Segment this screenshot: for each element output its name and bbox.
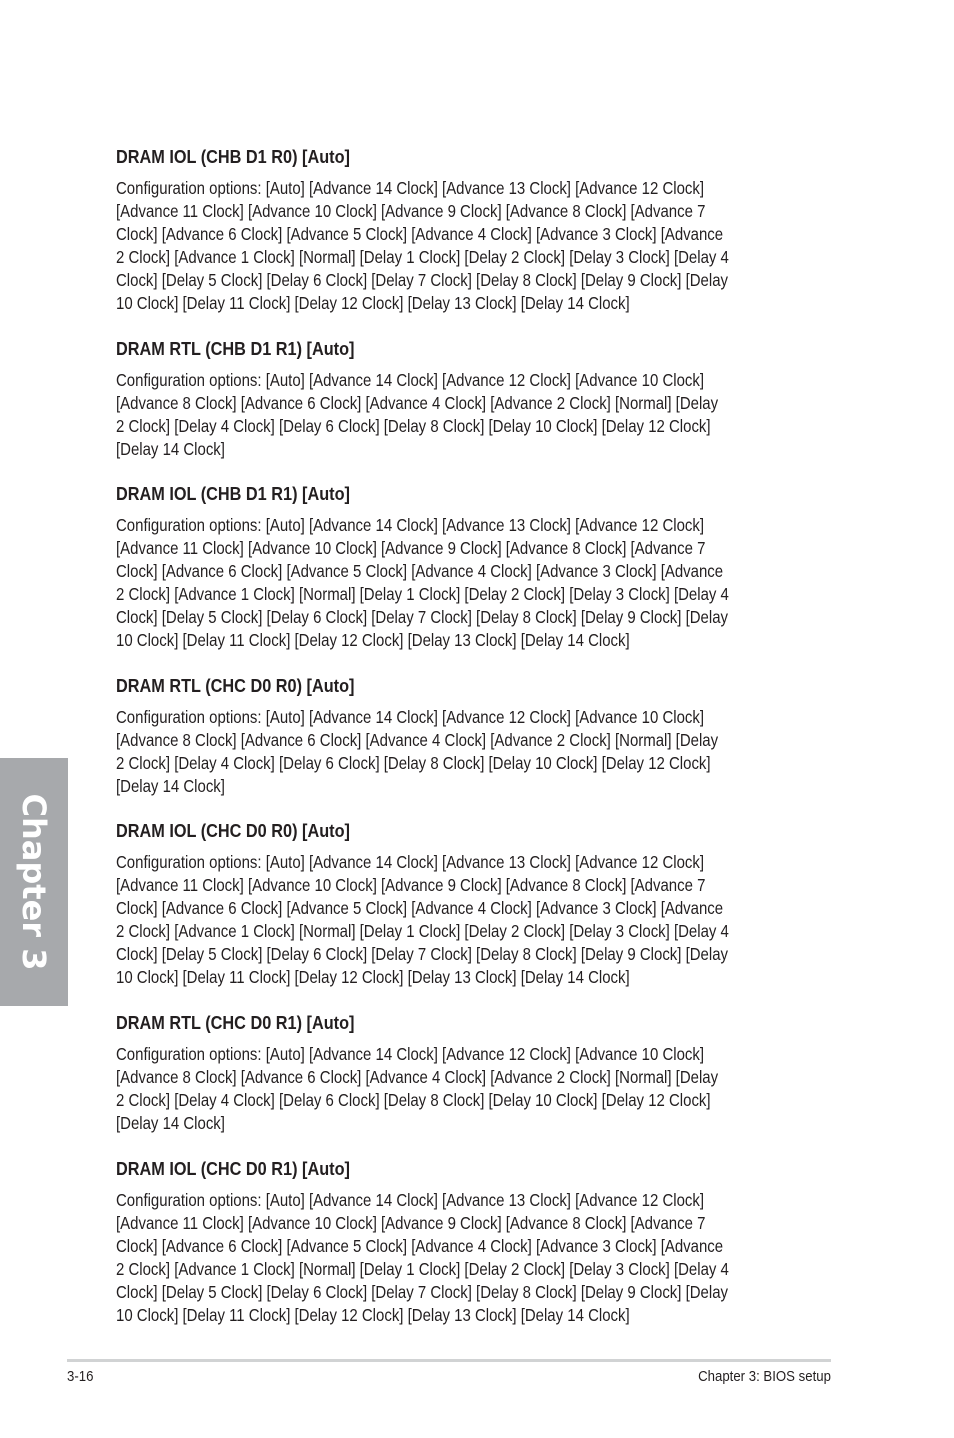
options-line: Clock] [Delay 5 Clock] [Delay 6 Clock] [Delay 7 Clock] [Delay 8 Clock] [Delay 9 Clock] [Delay bbox=[116, 607, 729, 627]
options-line: Configuration options: [Auto] [Advance 14 Clock] [Advance 12 Clock] [Advance 10 Clock] bbox=[116, 370, 705, 390]
configuration-options bbox=[116, 1043, 856, 1135]
options-line: Clock] [Delay 5 Clock] [Delay 6 Clock] [Delay 7 Clock] [Delay 8 Clock] [Delay 9 Clock] [Delay bbox=[116, 1282, 729, 1302]
setting-title: DRAM RTL (CHC D0 R1) [Auto] bbox=[116, 1012, 355, 1033]
setting-section bbox=[116, 1012, 856, 1135]
options-line: 10 Clock] [Delay 11 Clock] [Delay 12 Clock] [Delay 13 Clock] [Delay 14 Clock] bbox=[116, 630, 630, 650]
options-line: Configuration options: [Auto] [Advance 14 Clock] [Advance 12 Clock] [Advance 10 Clock] bbox=[116, 1044, 705, 1064]
options-line: [Advance 11 Clock] [Advance 10 Clock] [Advance 9 Clock] [Advance 8 Clock] [Advance 7 bbox=[116, 201, 706, 221]
options-line: [Advance 8 Clock] [Advance 6 Clock] [Advance 4 Clock] [Advance 2 Clock] [Normal] [Delay bbox=[116, 730, 719, 750]
options-line: 2 Clock] [Advance 1 Clock] [Normal] [Delay 1 Clock] [Delay 2 Clock] [Delay 3 Clock] [Delay 4 bbox=[116, 584, 729, 604]
configuration-options bbox=[116, 514, 856, 652]
footer-chapter-title: Chapter 3: BIOS setup bbox=[698, 1368, 831, 1385]
options-line: Configuration options: [Auto] [Advance 14 Clock] [Advance 13 Clock] [Advance 12 Clock] bbox=[116, 178, 705, 198]
options-line: [Advance 11 Clock] [Advance 10 Clock] [Advance 9 Clock] [Advance 8 Clock] [Advance 7 bbox=[116, 1213, 706, 1233]
options-line: [Advance 11 Clock] [Advance 10 Clock] [Advance 9 Clock] [Advance 8 Clock] [Advance 7 bbox=[116, 538, 706, 558]
setting-title: DRAM IOL (CHB D1 R0) [Auto] bbox=[116, 146, 350, 167]
setting-title: DRAM RTL (CHC D0 R0) [Auto] bbox=[116, 675, 355, 696]
options-line: 2 Clock] [Advance 1 Clock] [Normal] [Delay 1 Clock] [Delay 2 Clock] [Delay 3 Clock] [Delay 4 bbox=[116, 921, 729, 941]
setting-title: DRAM IOL (CHB D1 R1) [Auto] bbox=[116, 483, 350, 504]
options-line: [Delay 14 Clock] bbox=[116, 439, 225, 459]
options-line: 10 Clock] [Delay 11 Clock] [Delay 12 Clock] [Delay 13 Clock] [Delay 14 Clock] bbox=[116, 293, 630, 313]
configuration-options bbox=[116, 706, 856, 798]
options-line: 10 Clock] [Delay 11 Clock] [Delay 12 Clock] [Delay 13 Clock] [Delay 14 Clock] bbox=[116, 1305, 630, 1325]
options-line: [Advance 11 Clock] [Advance 10 Clock] [Advance 9 Clock] [Advance 8 Clock] [Advance 7 bbox=[116, 875, 706, 895]
options-line: Clock] [Delay 5 Clock] [Delay 6 Clock] [Delay 7 Clock] [Delay 8 Clock] [Delay 9 Clock] [Delay bbox=[116, 270, 729, 290]
setting-title: DRAM IOL (CHC D0 R1) [Auto] bbox=[116, 1158, 350, 1179]
chapter-tab-label: Chapter 3 bbox=[15, 793, 53, 971]
options-line: [Advance 8 Clock] [Advance 6 Clock] [Advance 4 Clock] [Advance 2 Clock] [Normal] [Delay bbox=[116, 1067, 719, 1087]
footer-divider bbox=[67, 1359, 831, 1362]
options-line: Configuration options: [Auto] [Advance 14 Clock] [Advance 12 Clock] [Advance 10 Clock] bbox=[116, 707, 705, 727]
setting-section bbox=[116, 1158, 856, 1327]
options-line: [Advance 8 Clock] [Advance 6 Clock] [Advance 4 Clock] [Advance 2 Clock] [Normal] [Delay bbox=[116, 393, 719, 413]
configuration-options bbox=[116, 369, 856, 461]
options-line: [Delay 14 Clock] bbox=[116, 1113, 225, 1133]
setting-title: DRAM IOL (CHC D0 R0) [Auto] bbox=[116, 820, 350, 841]
options-line: Configuration options: [Auto] [Advance 14 Clock] [Advance 13 Clock] [Advance 12 Clock] bbox=[116, 1190, 705, 1210]
chapter-tab bbox=[0, 758, 68, 1006]
options-line: 2 Clock] [Delay 4 Clock] [Delay 6 Clock] [Delay 8 Clock] [Delay 10 Clock] [Delay 12 Clock] bbox=[116, 1090, 711, 1110]
options-line: 2 Clock] [Advance 1 Clock] [Normal] [Delay 1 Clock] [Delay 2 Clock] [Delay 3 Clock] [Delay 4 bbox=[116, 247, 729, 267]
options-line: 10 Clock] [Delay 11 Clock] [Delay 12 Clock] [Delay 13 Clock] [Delay 14 Clock] bbox=[116, 967, 630, 987]
configuration-options bbox=[116, 1189, 856, 1327]
setting-section bbox=[116, 820, 856, 989]
options-line: Clock] [Advance 6 Clock] [Advance 5 Clock] [Advance 4 Clock] [Advance 3 Clock] [Advance bbox=[116, 1236, 724, 1256]
setting-section bbox=[116, 146, 856, 315]
setting-section bbox=[116, 675, 856, 798]
options-line: [Delay 14 Clock] bbox=[116, 776, 225, 796]
options-line: Clock] [Advance 6 Clock] [Advance 5 Clock] [Advance 4 Clock] [Advance 3 Clock] [Advance bbox=[116, 561, 724, 581]
setting-section bbox=[116, 483, 856, 652]
options-line: 2 Clock] [Advance 1 Clock] [Normal] [Delay 1 Clock] [Delay 2 Clock] [Delay 3 Clock] [Delay 4 bbox=[116, 1259, 729, 1279]
setting-section bbox=[116, 338, 856, 461]
options-line: 2 Clock] [Delay 4 Clock] [Delay 6 Clock] [Delay 8 Clock] [Delay 10 Clock] [Delay 12 Clock] bbox=[116, 753, 711, 773]
options-line: Configuration options: [Auto] [Advance 14 Clock] [Advance 13 Clock] [Advance 12 Clock] bbox=[116, 515, 705, 535]
options-line: Clock] [Advance 6 Clock] [Advance 5 Clock] [Advance 4 Clock] [Advance 3 Clock] [Advance bbox=[116, 224, 724, 244]
configuration-options bbox=[116, 851, 856, 989]
options-line: Configuration options: [Auto] [Advance 14 Clock] [Advance 13 Clock] [Advance 12 Clock] bbox=[116, 852, 705, 872]
options-line: Clock] [Delay 5 Clock] [Delay 6 Clock] [Delay 7 Clock] [Delay 8 Clock] [Delay 9 Clock] [Delay bbox=[116, 944, 729, 964]
options-line: 2 Clock] [Delay 4 Clock] [Delay 6 Clock] [Delay 8 Clock] [Delay 10 Clock] [Delay 12 Clock] bbox=[116, 416, 711, 436]
setting-title: DRAM RTL (CHB D1 R1) [Auto] bbox=[116, 338, 355, 359]
configuration-options bbox=[116, 177, 856, 315]
options-line: Clock] [Advance 6 Clock] [Advance 5 Clock] [Advance 4 Clock] [Advance 3 Clock] [Advance bbox=[116, 898, 724, 918]
page-number: 3-16 bbox=[67, 1368, 94, 1385]
